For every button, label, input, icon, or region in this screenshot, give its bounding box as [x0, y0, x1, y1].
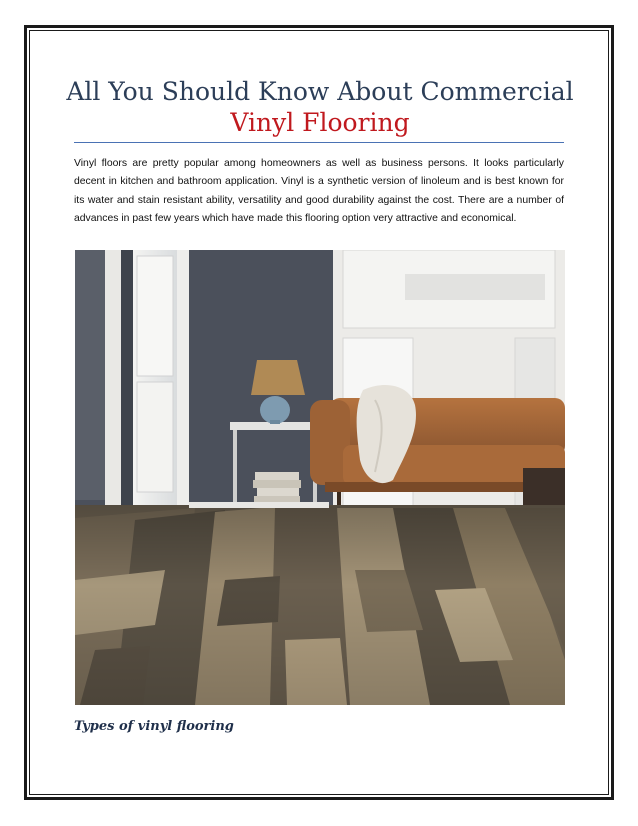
vinyl-floor [75, 505, 565, 705]
lamp-shade [251, 360, 305, 395]
title-line-1: All You Should Know About Commercial [66, 77, 574, 106]
title-line-2: Vinyl Flooring [230, 108, 410, 137]
lamp-base [260, 396, 290, 424]
document-title [60, 76, 580, 138]
living-room-photo [75, 250, 565, 705]
section-heading: Types of vinyl flooring [74, 719, 234, 734]
title-underline [74, 142, 564, 143]
intro-paragraph: Vinyl floors are pretty popular among homeowners as well as business persons. It looks particularly decent in kitchen and bathroom application. Vinyl is a synthetic version of linoleum and is best known for its water and stain resistant ability, versatility and good durability against the cost. There are a number of advances in past few years which have made this flooring option very attractive and economical. [74, 158, 564, 225]
living-room-illustration [75, 250, 565, 705]
